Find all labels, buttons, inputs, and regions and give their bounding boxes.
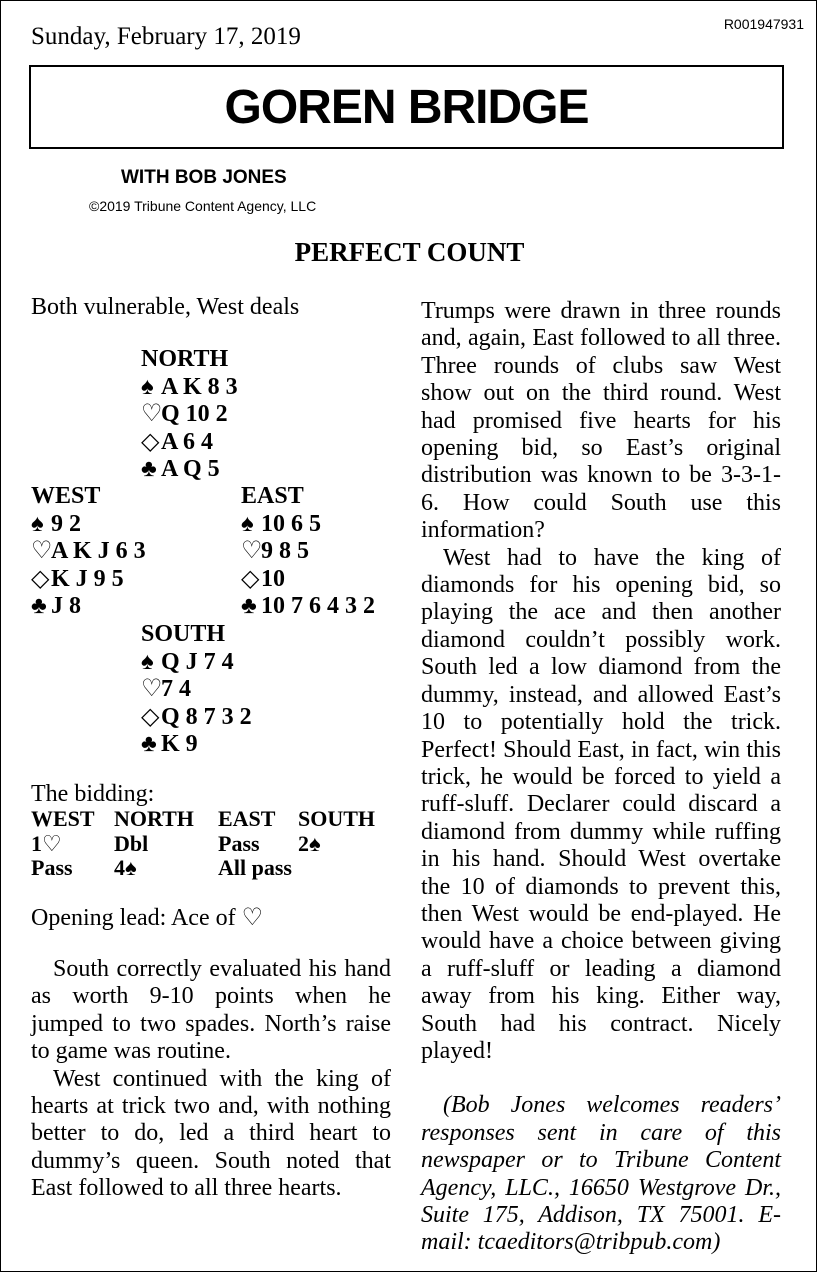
west-clubs: ♣ J 8 — [31, 593, 81, 619]
north-spades: ♠ A K 8 3 — [141, 373, 238, 400]
west-spades: ♠ 9 2 — [31, 510, 81, 537]
byline: WITH BOB JONES — [121, 167, 287, 188]
south-clubs: ♣ K 9 — [141, 731, 198, 757]
right-paragraph-1: Trumps were drawn in three rounds and, again, East followed to all three. Three rounds of clubs saw West show out on the third round. West had promised five hearts for his opening bid, so East’s original distribution was known to be 3-3-1-6. How could South use this information? — [421, 298, 781, 544]
south-spades: ♠ Q J 7 4 — [141, 648, 234, 675]
hand-west-label: WEST — [31, 483, 101, 509]
bidding-header-west: WEST — [31, 806, 95, 831]
bidding-header-row — [31, 807, 388, 832]
right-paragraph-2: West had to have the king of diamonds for his opening bid, so playing the ace and then another diamond couldn’t possibly work. South led a low diamond from the dummy, instead, and allowed East’s 10 to potentially hold the trick. Perfect! Should East, in fact, win this trick, he would be forced to yield a ruff-sluff. Declarer could discard a diamond from dummy while ruffing in his hand. Should West overtake the 10 of diamonds to prevent this, then West would be end-played. He would have a choice between giving a ruff-sluff or leading a diamond away from his king. Either way, South had his contract. Nicely played! — [421, 544, 781, 1064]
club-icon: ♣ — [141, 731, 157, 757]
hand-south — [141, 621, 252, 759]
right-paragraph-3: (Bob Jones welcomes readers’ responses sent in care of this newspaper or to Tribune Content Agency, LLC., 16650 Westgrove Dr., Suite 175, Addison, TX 75001. E-mail: tcaeditors@tribpub.com) — [421, 1092, 781, 1256]
hand-north-label: NORTH — [141, 346, 229, 372]
bid-cell: Pass — [31, 855, 73, 880]
bid-cell: 1♡ — [31, 830, 62, 856]
bidding-header-south: SOUTH — [298, 806, 376, 831]
south-hearts: ♡7 4 — [141, 676, 191, 702]
heart-outline-icon: ♡ — [241, 538, 263, 564]
bid-cell: 4♠ — [114, 855, 137, 880]
left-paragraph-1: South correctly evaluated his hand as worth 9-10 points when he jumped to two spades. North’s raise to game was routine. — [31, 956, 391, 1065]
opening-lead: Opening lead: Ace of ♡ — [31, 905, 264, 931]
left-column-text — [31, 956, 391, 1203]
north-clubs: ♣ A Q 5 — [141, 456, 220, 482]
hand-north — [141, 346, 238, 484]
spade-icon: ♠ — [31, 510, 44, 537]
copyright-line: ©2019 Tribune Content Agency, LLC — [89, 198, 317, 214]
club-icon: ♣ — [31, 593, 47, 619]
diamond-outline-icon: ◇ — [241, 565, 260, 592]
bidding-row — [31, 832, 388, 857]
bidding-row — [31, 856, 388, 881]
club-icon: ♣ — [241, 593, 257, 619]
bidding-header-east: EAST — [218, 806, 276, 831]
spade-icon: ♠ — [141, 373, 154, 400]
south-diamonds: ◇Q 8 7 3 2 — [141, 703, 252, 730]
bid-cell: Pass — [218, 830, 260, 856]
spade-icon: ♠ — [141, 648, 154, 675]
west-hearts: ♡A K J 6 3 — [31, 538, 146, 564]
heart-outline-icon: ♡ — [141, 401, 163, 427]
hand-south-label: SOUTH — [141, 621, 226, 647]
hand-east-label: EAST — [241, 483, 304, 509]
bid-cell: Dbl — [114, 830, 149, 856]
publication-date: Sunday, February 17, 2019 — [31, 23, 301, 50]
bid-cell — [298, 856, 388, 881]
heart-outline-icon: ♡ — [31, 538, 53, 564]
hand-west — [31, 483, 146, 621]
north-diamonds: ◇A 6 4 — [141, 428, 214, 455]
east-hearts: ♡9 8 5 — [241, 538, 309, 564]
hand-east — [241, 483, 375, 621]
title-box — [29, 65, 784, 149]
page-title: GOREN BRIDGE — [224, 80, 589, 134]
bidding-section — [31, 781, 388, 881]
bidding-header-north: NORTH — [114, 806, 194, 831]
bid-cell: All pass — [218, 855, 292, 880]
diamond-outline-icon: ◇ — [141, 703, 160, 730]
east-spades: ♠ 10 6 5 — [241, 510, 321, 537]
bidding-label: The bidding: — [31, 781, 155, 807]
article-headline: PERFECT COUNT — [294, 237, 525, 267]
right-column-text — [421, 298, 781, 1257]
spade-icon: ♠ — [241, 510, 254, 537]
north-hearts: ♡Q 10 2 — [141, 401, 228, 427]
west-diamonds: ◇K J 9 5 — [31, 565, 124, 592]
heart-outline-icon: ♡ — [141, 676, 163, 702]
left-paragraph-2: West continued with the king of hearts at trick two and, with nothing better to do, led a third heart to dummy’s queen. South noted that East followed to all three hearts. — [31, 1065, 391, 1202]
bidding-table — [31, 807, 388, 881]
diamond-outline-icon: ◇ — [141, 428, 160, 455]
club-icon: ♣ — [141, 456, 157, 482]
diamond-outline-icon: ◇ — [31, 565, 50, 592]
east-diamonds: ◇10 — [241, 565, 285, 592]
bid-cell: 2♠ — [298, 830, 321, 856]
vulnerability-line: Both vulnerable, West deals — [31, 294, 300, 320]
east-clubs: ♣ 10 7 6 4 3 2 — [241, 593, 375, 619]
document-id: R001947931 — [723, 16, 804, 32]
